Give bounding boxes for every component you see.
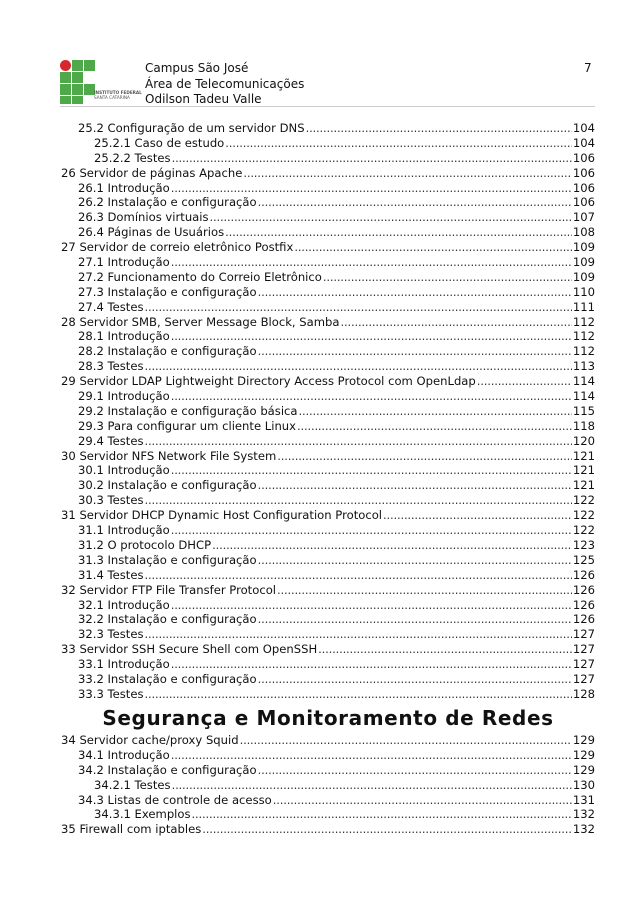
toc-dot-leader xyxy=(172,151,572,166)
toc-entry-title: 29 Servidor LDAP Lightweight Directory Access Protocol com OpenLdap xyxy=(61,374,476,389)
toc-entry-title: 34.3.1 Exemplos xyxy=(94,807,191,822)
toc-entry-page: 123 xyxy=(572,537,595,552)
toc-entry-page: 126 xyxy=(572,582,595,597)
toc-dot-leader xyxy=(171,389,572,404)
toc-entry-title: 34 Servidor cache/proxy Squid xyxy=(61,733,239,747)
toc-dot-leader xyxy=(258,195,572,210)
toc-entry[interactable] xyxy=(61,568,595,583)
toc-entry[interactable] xyxy=(61,733,595,748)
toc-dot-leader xyxy=(323,270,572,285)
toc-entry-page: 126 xyxy=(572,612,595,627)
toc-dot-leader xyxy=(171,181,572,196)
toc-entry-title: 30.1 Introdução xyxy=(78,463,170,478)
toc-entry[interactable] xyxy=(61,553,595,568)
toc-entry[interactable] xyxy=(61,672,595,687)
toc-dot-leader xyxy=(210,210,572,225)
toc-entry-title: 32.2 Instalação e configuração xyxy=(78,612,257,627)
toc-entry[interactable] xyxy=(61,478,595,493)
toc-entry-title: 25.2.1 Caso de estudo xyxy=(94,135,225,150)
toc-entry[interactable] xyxy=(61,763,595,778)
toc-entry-page: 121 xyxy=(572,478,595,493)
toc-entry[interactable] xyxy=(61,449,595,464)
toc-entry-title: 34.2 Instalação e configuração xyxy=(78,762,257,777)
toc-entry-title: 29.2 Instalação e configuração básica xyxy=(78,403,298,418)
toc-entry[interactable] xyxy=(61,389,595,404)
toc-dot-leader xyxy=(172,778,572,793)
toc-dot-leader xyxy=(294,240,572,255)
toc-dot-leader xyxy=(277,449,572,464)
toc-entry-title: 33.1 Introdução xyxy=(78,657,170,672)
header-area: Área de Telecomunicações xyxy=(145,76,305,91)
toc-entry-page: 125 xyxy=(572,552,595,567)
toc-entry-page: 114 xyxy=(572,374,595,389)
toc-entry-title: 29.1 Introdução xyxy=(78,389,170,404)
toc-entry-title: 33.2 Instalação e configuração xyxy=(78,671,257,686)
toc-dot-leader xyxy=(192,807,572,822)
toc-entry-title: 32.3 Testes xyxy=(78,627,144,642)
toc-dot-leader xyxy=(171,748,572,763)
toc-entry-page: 122 xyxy=(572,523,595,538)
toc-dot-leader xyxy=(171,329,572,344)
toc-entry-page: 113 xyxy=(572,359,595,374)
toc-entry-page: 106 xyxy=(572,180,595,195)
toc-entry[interactable] xyxy=(61,136,595,151)
toc-entry-title: 26 Servidor de páginas Apache xyxy=(61,165,243,180)
toc-entry-title: 30.2 Instalação e configuração xyxy=(78,478,257,493)
toc-entry-page: 106 xyxy=(572,150,595,165)
toc-entry-page: 126 xyxy=(572,597,595,612)
toc-entry[interactable] xyxy=(61,210,595,225)
toc-entry[interactable] xyxy=(61,195,595,210)
toc-entry-page: 112 xyxy=(572,344,595,359)
toc-dot-leader xyxy=(145,300,572,315)
logo-text xyxy=(94,90,142,100)
toc-entry-page: 131 xyxy=(572,792,595,807)
toc-dot-leader xyxy=(145,493,572,508)
toc-entry-title: 31.1 Introdução xyxy=(78,523,170,538)
toc-entry-page: 120 xyxy=(572,433,595,448)
toc-dot-leader xyxy=(258,553,572,568)
toc-entry[interactable] xyxy=(61,240,595,255)
toc-entry-title: 34.3 Listas de controle de acesso xyxy=(78,792,272,807)
toc-entry-title: 31.2 O protocolo DHCP xyxy=(78,537,212,552)
toc-dot-leader xyxy=(243,166,572,181)
toc-entry[interactable] xyxy=(61,807,595,822)
toc-entry-title: 34.1 Introdução xyxy=(78,747,170,762)
toc-entry-title: 31 Servidor DHCP Dynamic Host Configuration Protocol xyxy=(61,508,383,523)
section-heading: Segurança e Monitoramento de Redes xyxy=(102,706,554,730)
toc-entry-title: 32.1 Introdução xyxy=(78,597,170,612)
toc-entry-title: 33.3 Testes xyxy=(78,686,144,701)
toc-entry-page: 109 xyxy=(572,269,595,284)
toc-entry-page: 132 xyxy=(572,822,595,837)
toc-entry-title: 31.3 Instalação e configuração xyxy=(78,552,257,567)
toc-entry[interactable] xyxy=(61,121,595,136)
toc-entry-title: 26.2 Instalação e configuração xyxy=(78,195,257,210)
toc-dot-leader xyxy=(341,315,572,330)
toc-entry-title: 30 Servidor NFS Network File System xyxy=(61,448,277,463)
toc-dot-leader xyxy=(171,463,572,478)
toc-entry-page: 129 xyxy=(572,747,595,762)
toc-entry[interactable] xyxy=(61,374,595,389)
toc-entry-title: 27 Servidor de correio eletrônico Postfix xyxy=(61,240,294,255)
toc-entry[interactable] xyxy=(61,627,595,642)
toc-entry-title: 28.1 Introdução xyxy=(78,329,170,344)
toc-entry-page: 110 xyxy=(572,284,595,299)
toc-entry[interactable] xyxy=(61,300,595,315)
toc-entry-page: 132 xyxy=(572,807,595,822)
toc-entry-page: 104 xyxy=(572,135,595,150)
page-header xyxy=(145,61,304,108)
toc-dot-leader xyxy=(171,523,572,538)
toc-dot-leader xyxy=(240,733,572,748)
logo-text-line-1: INSTITUTO FEDERAL xyxy=(94,90,142,95)
toc-entry[interactable] xyxy=(61,508,595,523)
toc-entry-title: 25.2 Configuração de um servidor DNS xyxy=(78,121,305,135)
header-author: Odilson Tadeu Valle xyxy=(145,92,262,106)
toc-entry-page: 129 xyxy=(572,762,595,777)
toc-dot-leader xyxy=(171,255,572,270)
toc-entry[interactable] xyxy=(61,523,595,538)
toc-entry-page: 129 xyxy=(572,733,595,747)
toc-entry-title: 25.2.2 Testes xyxy=(94,150,171,165)
toc-dot-leader xyxy=(171,657,572,672)
toc-entry[interactable] xyxy=(61,598,595,613)
toc-dot-leader xyxy=(383,508,572,523)
toc-entry-page: 106 xyxy=(572,165,595,180)
toc-entry[interactable] xyxy=(61,687,595,702)
toc-entry-page: 108 xyxy=(572,225,595,240)
table-of-contents-continued xyxy=(61,733,595,837)
toc-entry[interactable] xyxy=(61,151,595,166)
toc-entry-page: 121 xyxy=(572,448,595,463)
institute-logo xyxy=(60,60,96,104)
toc-dot-leader xyxy=(299,404,572,419)
toc-entry[interactable] xyxy=(61,344,595,359)
toc-dot-leader xyxy=(318,642,572,657)
toc-entry[interactable] xyxy=(61,255,595,270)
logo-text-line-2: SANTA CATARINA xyxy=(94,95,130,100)
toc-entry[interactable] xyxy=(61,793,595,808)
toc-entry-page: 122 xyxy=(572,508,595,523)
toc-entry-page: 126 xyxy=(572,567,595,582)
toc-dot-leader xyxy=(202,822,572,837)
toc-entry-title: 35 Firewall com iptables xyxy=(61,822,202,837)
toc-dot-leader xyxy=(277,583,572,598)
toc-entry-title: 26.4 Páginas de Usuários xyxy=(78,225,225,240)
toc-entry-page: 109 xyxy=(572,240,595,255)
toc-entry-page: 104 xyxy=(572,121,595,135)
toc-entry[interactable] xyxy=(61,463,595,478)
toc-entry-page: 130 xyxy=(572,777,595,792)
toc-entry[interactable] xyxy=(61,748,595,763)
toc-entry-title: 33 Servidor SSH Secure Shell com OpenSSH xyxy=(61,642,318,657)
toc-entry[interactable] xyxy=(61,166,595,181)
toc-dot-leader xyxy=(258,763,572,778)
toc-dot-leader xyxy=(171,598,572,613)
toc-dot-leader xyxy=(145,687,572,702)
toc-entry-title: 32 Servidor FTP File Transfer Protocol xyxy=(61,582,277,597)
toc-dot-leader xyxy=(258,344,572,359)
toc-entry[interactable] xyxy=(61,583,595,598)
toc-entry-page: 128 xyxy=(572,686,595,701)
toc-entry[interactable] xyxy=(61,419,595,434)
table-of-contents xyxy=(61,121,595,702)
toc-dot-leader xyxy=(258,285,572,300)
toc-entry-page: 112 xyxy=(572,314,595,329)
toc-entry-title: 28 Servidor SMB, Server Message Block, Samba xyxy=(61,314,340,329)
toc-dot-leader xyxy=(297,419,572,434)
toc-entry-title: 30.3 Testes xyxy=(78,493,144,508)
toc-entry-page: 115 xyxy=(572,403,595,418)
toc-entry-page: 127 xyxy=(572,671,595,686)
toc-dot-leader xyxy=(306,121,572,136)
toc-dot-leader xyxy=(145,627,572,642)
toc-entry-title: 31.4 Testes xyxy=(78,567,144,582)
toc-entry-title: 27.4 Testes xyxy=(78,299,144,314)
toc-entry-title: 26.3 Domínios virtuais xyxy=(78,210,209,225)
toc-entry-page: 121 xyxy=(572,463,595,478)
toc-entry-title: 28.2 Instalação e configuração xyxy=(78,344,257,359)
toc-entry[interactable] xyxy=(61,642,595,657)
toc-entry-page: 122 xyxy=(572,493,595,508)
logo-red-dot xyxy=(60,60,71,71)
toc-dot-leader xyxy=(258,478,572,493)
toc-entry-page: 127 xyxy=(572,657,595,672)
toc-entry[interactable] xyxy=(61,359,595,374)
toc-dot-leader xyxy=(225,225,572,240)
toc-entry-page: 118 xyxy=(572,418,595,433)
toc-entry-page: 114 xyxy=(572,389,595,404)
toc-entry-title: 28.3 Testes xyxy=(78,359,144,374)
toc-dot-leader xyxy=(225,136,572,151)
toc-entry-page: 112 xyxy=(572,329,595,344)
toc-dot-leader xyxy=(258,612,572,627)
header-campus: Campus São José xyxy=(145,61,249,75)
toc-entry[interactable] xyxy=(61,404,595,419)
toc-dot-leader xyxy=(145,359,572,374)
toc-entry-page: 109 xyxy=(572,255,595,270)
toc-entry-title: 27.1 Introdução xyxy=(78,255,170,270)
toc-dot-leader xyxy=(477,374,572,389)
toc-entry-page: 111 xyxy=(572,299,595,314)
page-number: 7 xyxy=(584,61,592,75)
toc-entry[interactable] xyxy=(61,493,595,508)
toc-entry[interactable] xyxy=(61,612,595,627)
toc-entry-page: 107 xyxy=(572,210,595,225)
toc-entry[interactable] xyxy=(61,181,595,196)
toc-entry[interactable] xyxy=(61,778,595,793)
toc-entry-title: 27.2 Funcionamento do Correio Eletrônico xyxy=(78,269,322,284)
toc-entry[interactable] xyxy=(61,270,595,285)
header-divider xyxy=(60,106,595,107)
toc-entry-title: 27.3 Instalação e configuração xyxy=(78,284,257,299)
toc-entry[interactable] xyxy=(61,822,595,837)
toc-dot-leader xyxy=(145,434,572,449)
toc-dot-leader xyxy=(273,793,572,808)
toc-entry-title: 29.4 Testes xyxy=(78,433,144,448)
toc-entry-title: 34.2.1 Testes xyxy=(94,777,171,792)
toc-entry[interactable] xyxy=(61,434,595,449)
toc-entry[interactable] xyxy=(61,657,595,672)
toc-dot-leader xyxy=(212,538,572,553)
toc-entry[interactable] xyxy=(61,329,595,344)
toc-entry-page: 106 xyxy=(572,195,595,210)
toc-entry-title: 26.1 Introdução xyxy=(78,180,170,195)
toc-dot-leader xyxy=(258,672,572,687)
toc-entry[interactable] xyxy=(61,285,595,300)
toc-entry-title: 29.3 Para configurar um cliente Linux xyxy=(78,418,297,433)
toc-entry-page: 127 xyxy=(572,642,595,657)
toc-entry-page: 127 xyxy=(572,627,595,642)
toc-entry[interactable] xyxy=(61,538,595,553)
toc-dot-leader xyxy=(145,568,572,583)
toc-entry[interactable] xyxy=(61,225,595,240)
toc-entry[interactable] xyxy=(61,315,595,330)
